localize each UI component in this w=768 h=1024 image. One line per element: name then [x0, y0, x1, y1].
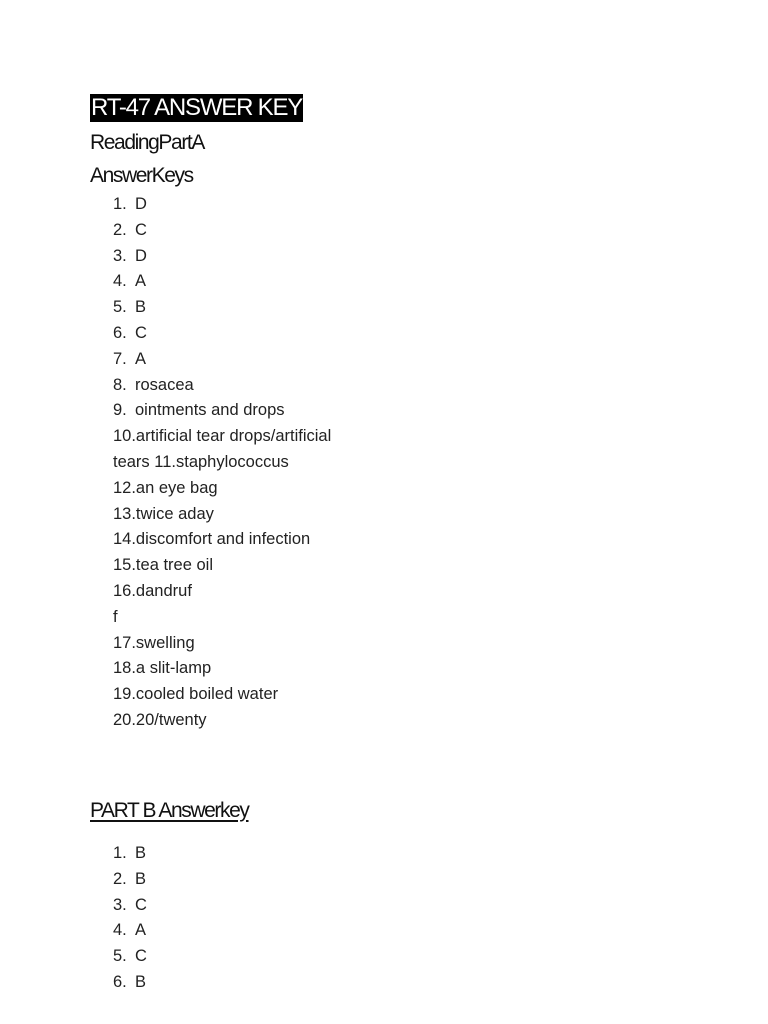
item-number: 3. — [113, 246, 127, 265]
item-number: 7. — [113, 349, 127, 368]
list-item — [113, 893, 147, 919]
answer-line: 15.tea tree oil — [113, 556, 213, 575]
answer-line: 19.cooled boiled water — [113, 685, 279, 704]
list-item — [113, 398, 331, 424]
list-item — [113, 918, 147, 944]
list-item — [113, 867, 147, 893]
list-item — [113, 944, 147, 970]
item-answer: C — [135, 323, 147, 342]
document-title: RT-47 ANSWER KEY — [91, 94, 303, 121]
part-a-heading: ReadingPartA — [90, 131, 204, 154]
part-a-answer-list — [113, 192, 331, 734]
list-item — [113, 321, 331, 347]
item-number: 2. — [113, 220, 127, 239]
list-item — [113, 218, 331, 244]
answer-line: tears 11.staphylococcus — [113, 452, 289, 471]
item-answer: C — [135, 947, 147, 966]
item-answer: A — [135, 921, 147, 940]
answer-line: 16.dandruf — [113, 581, 192, 600]
item-answer: B — [135, 869, 147, 888]
item-answer: B — [135, 972, 147, 991]
item-answer: D — [135, 195, 147, 213]
item-answer: B — [135, 298, 147, 317]
answer-line: 18.a slit-lamp — [113, 659, 212, 678]
item-answer: C — [135, 220, 147, 239]
item-answer: ointments and drops — [135, 401, 285, 420]
item-answer: A — [135, 349, 147, 368]
item-number: 2. — [113, 869, 127, 888]
part-a-subheading: AnswerKeys — [90, 164, 193, 187]
item-number: 5. — [113, 298, 127, 317]
list-item — [113, 347, 331, 373]
item-number: 6. — [113, 972, 127, 991]
item-answer: A — [135, 272, 147, 291]
item-number: 8. — [113, 375, 127, 394]
item-number: 1. — [113, 844, 127, 862]
item-number: 3. — [113, 895, 127, 914]
list-item — [113, 192, 331, 218]
answer-line: 13.twice aday — [113, 504, 214, 523]
part-b-heading: PART B Answerkey — [90, 799, 249, 822]
list-item — [113, 295, 331, 321]
item-number: 1. — [113, 195, 127, 213]
item-number: 6. — [113, 323, 127, 342]
item-number: 4. — [113, 272, 127, 291]
list-item — [113, 373, 331, 399]
answer-line: 10.artificial tear drops/artificial — [113, 427, 332, 446]
list-item — [113, 841, 147, 867]
answer-line: 17.swelling — [113, 633, 195, 652]
item-answer: C — [135, 895, 147, 914]
item-answer: B — [135, 844, 147, 862]
answer-line: f — [113, 607, 118, 626]
item-number: 4. — [113, 921, 127, 940]
list-item — [113, 269, 331, 295]
item-answer: rosacea — [135, 375, 194, 394]
list-item — [113, 970, 147, 996]
answer-line: 12.an eye bag — [113, 478, 218, 497]
item-number: 9. — [113, 401, 127, 420]
answer-line: 14.discomfort and infection — [113, 530, 311, 549]
list-item — [113, 244, 331, 270]
item-answer: D — [135, 246, 147, 265]
answer-line: 20.20/twenty — [113, 710, 207, 729]
part-b-answer-list — [113, 841, 147, 996]
item-number: 5. — [113, 947, 127, 966]
